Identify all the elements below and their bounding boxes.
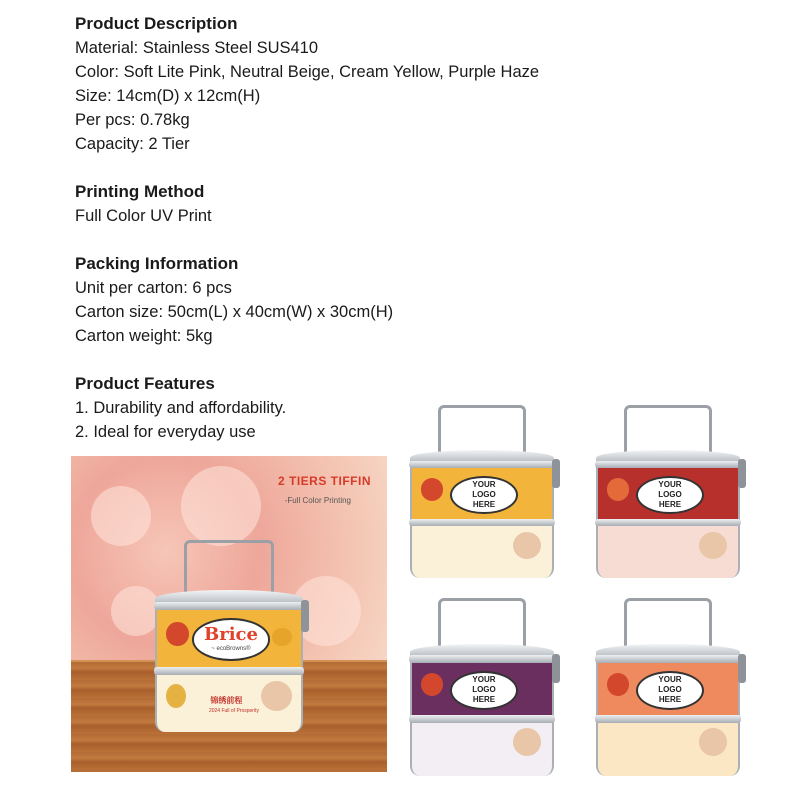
logo-placeholder [636, 671, 704, 711]
fish-decoration [166, 622, 189, 647]
tiffin-ring [409, 655, 556, 662]
tiffin-ring [595, 461, 742, 468]
hero-title: 2 TIERS TIFFIN [277, 474, 371, 488]
brand-name: Brice [204, 623, 258, 645]
ingot-decoration [166, 684, 186, 708]
logo-line: LOGO [658, 685, 682, 695]
printing-method-section [75, 180, 715, 228]
logo-line: HERE [472, 499, 496, 509]
packing-information-section [75, 252, 715, 348]
variant-tiffin-red [590, 405, 746, 585]
logo-line: YOUR [472, 675, 496, 685]
brand-label [192, 618, 270, 660]
logo-line: LOGO [472, 489, 496, 499]
tiffin-clasp [552, 654, 560, 684]
tiffin-top-tier [596, 659, 740, 716]
logo-placeholder [636, 476, 704, 515]
hero-subtitle: -Full Color Printing [284, 496, 351, 505]
weight-line: Per pcs: 0.78kg [75, 111, 190, 129]
lion-dance-decoration [513, 728, 541, 756]
tiffin-top-tier [596, 464, 740, 520]
logo-placeholder [450, 476, 518, 515]
logo-line: HERE [658, 499, 682, 509]
unit-per-carton-line: Unit per carton: 6 pcs [75, 279, 232, 297]
lion-dance-decoration [261, 681, 293, 711]
fish-decoration [607, 478, 629, 500]
tiffin-ring [595, 655, 742, 662]
tiffin-ring [154, 667, 304, 675]
material-line: Material: Stainless Steel SUS410 [75, 39, 319, 57]
brand-sub: ~ ecoBrowns® [211, 645, 251, 652]
tiffin-bottom-tier [596, 524, 740, 578]
lion-dance-decoration [699, 728, 727, 756]
logo-placeholder [450, 671, 518, 711]
feature-line: 2. Ideal for everyday use [75, 423, 256, 441]
tiffin-ring [409, 461, 556, 468]
tiffin-ring [409, 715, 556, 722]
tiffin-ring [154, 602, 304, 610]
tiffin-bottom-tier [155, 672, 302, 732]
bokeh-light [181, 466, 261, 546]
tiffin-top-tier [410, 464, 554, 520]
tiffin-top-tier [155, 606, 302, 668]
logo-line: LOGO [472, 685, 496, 695]
fish-decoration [421, 673, 443, 696]
fish-decoration [421, 478, 443, 500]
carton-weight-line: Carton weight: 5kg [75, 327, 213, 345]
variant-tiffin-soft-pink [590, 598, 746, 783]
carton-size-line: Carton size: 50cm(L) x 40cm(W) x 30cm(H) [75, 303, 394, 321]
chinese-text: 锦绣前程 [210, 695, 243, 705]
tiffin-clasp [552, 459, 560, 488]
ingot-decoration [272, 628, 292, 647]
section-heading: Product Features [75, 374, 215, 393]
logo-line: YOUR [472, 479, 496, 489]
tiffin-bottom-tier [410, 720, 554, 776]
section-heading: Packing Information [75, 254, 239, 273]
logo-line: HERE [472, 695, 496, 705]
logo-line: YOUR [658, 479, 682, 489]
bokeh-light [91, 486, 151, 546]
hero-tiffin [149, 540, 309, 740]
lion-dance-decoration [699, 532, 727, 559]
fish-decoration [607, 673, 629, 696]
tiffin-bottom-tier [410, 524, 554, 578]
tiffin-top-tier [410, 659, 554, 716]
variant-tiffin-purple-haze [404, 598, 560, 783]
prosperity-tag: 2024 Full of Prosperity [208, 708, 259, 714]
size-line: Size: 14cm(D) x 12cm(H) [75, 87, 261, 105]
product-description-section [75, 12, 715, 156]
capacity-line: Capacity: 2 Tier [75, 135, 190, 153]
tiffin-ring [595, 519, 742, 526]
hero-product-image [71, 456, 387, 772]
section-heading: Printing Method [75, 182, 205, 201]
printing-line: Full Color UV Print [75, 207, 212, 225]
logo-line: HERE [658, 695, 682, 705]
tiffin-clasp [738, 459, 746, 488]
color-line: Color: Soft Lite Pink, Neutral Beige, Cream Yellow, Purple Haze [75, 63, 540, 81]
section-heading: Product Description [75, 14, 238, 33]
logo-line: YOUR [658, 675, 682, 685]
tiffin-bottom-tier [596, 720, 740, 776]
tiffin-ring [409, 519, 556, 526]
lion-dance-decoration [513, 532, 541, 559]
tiffin-ring [595, 715, 742, 722]
tiffin-clasp [738, 654, 746, 684]
logo-line: LOGO [658, 489, 682, 499]
tiffin-clasp [301, 600, 309, 632]
variant-tiffin-cream-yellow [404, 405, 560, 585]
feature-line: 1. Durability and affordability. [75, 399, 287, 417]
product-info [75, 12, 715, 468]
